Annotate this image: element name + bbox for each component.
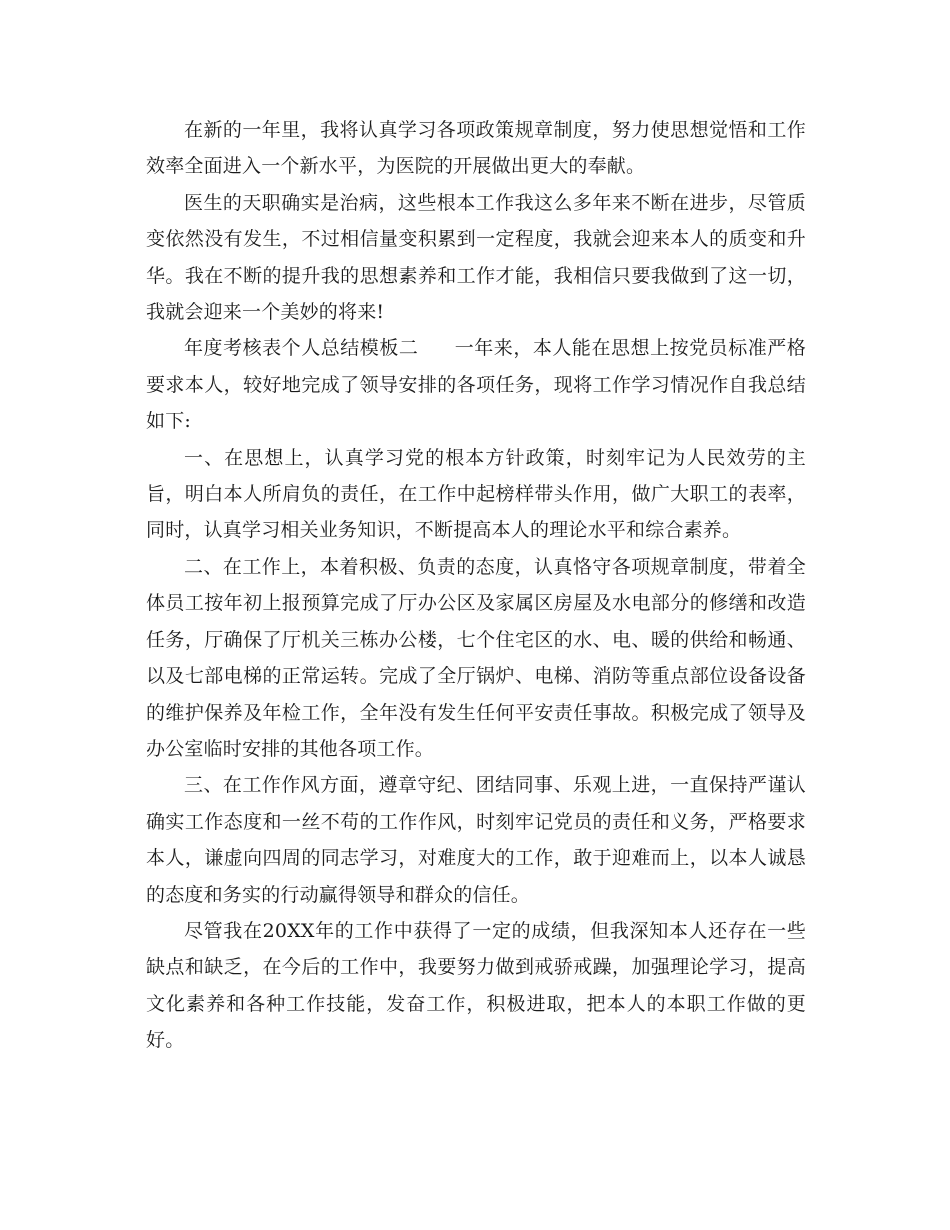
section-heading: 年度考核表个人总结模板二: [184, 337, 419, 360]
document-body: [146, 112, 806, 1059]
paragraph-conclusion: 尽管我在20XX年的工作中获得了一定的成绩，但我深知本人还存在一些缺点和缺乏，在今后的工作中，我要努力做到戒骄戒躁，加强理论学习，提高文化素养和各种工作技能，发奋工作，积极进取，把本人的本职工作做的更好。: [146, 919, 806, 1052]
intro-text: 一年来，本人能在思想上按党员标准严格要求本人，较好地完成了领导安排的各项任务，现将工作学习情况作自我总结如下:: [146, 337, 806, 433]
paragraph-ideology: 一、在思想上，认真学习党的根本方针政策，时刻牢记为人民效劳的主旨，明白本人所肩负的责任，在工作中起榜样带头作用，做广大职工的表率，同时，认真学习相关业务知识，不断提高本人的理论水平和综合素养。: [146, 446, 806, 542]
paragraph-work-style: 三、在工作作风方面，遵章守纪、团结同事、乐观上进，一直保持严谨认确实工作态度和一丝不苟的工作作风，时刻牢记党员的责任和义务，严格要求本人，谦虚向四周的同志学习，对难度大的工作，敢于迎难而上，以本人诚恳的态度和务实的行动赢得领导和群众的信任。: [146, 774, 806, 906]
paragraph-new-year-plan: 在新的一年里，我将认真学习各项政策规章制度，努力使思想觉悟和工作效率全面进入一个新水平，为医院的开展做出更大的奉献。: [146, 119, 806, 178]
paragraph-doctor-duty: 医生的天职确实是治病，这些根本工作我这么多年来不断在进步，尽管质变依然没有发生，不过相信量变积累到一定程度，我就会迎来本人的质变和升华。我在不断的提升我的思想素养和工作才能，我相信只要我做到了这一切，我就会迎来一个美妙的将来!: [146, 191, 806, 324]
paragraph-work: 二、在工作上，本着积极、负责的态度，认真恪守各项规章制度，带着全体员工按年初上报预算完成了厅办公区及家属区房屋及水电部分的修缮和改造任务，厅确保了厅机关三栋办公楼，七个住宅区的水、电、暖的供给和畅通、以及七部电梯的正常运转。完成了全厅锅炉、电梯、消防等重点部位设备设备的维护保养及年检工作，全年没有发生任何平安责任事故。积极完成了领导及办公室临时安排的其他各项工作。: [146, 555, 806, 760]
paragraph-template-intro: [146, 330, 806, 439]
